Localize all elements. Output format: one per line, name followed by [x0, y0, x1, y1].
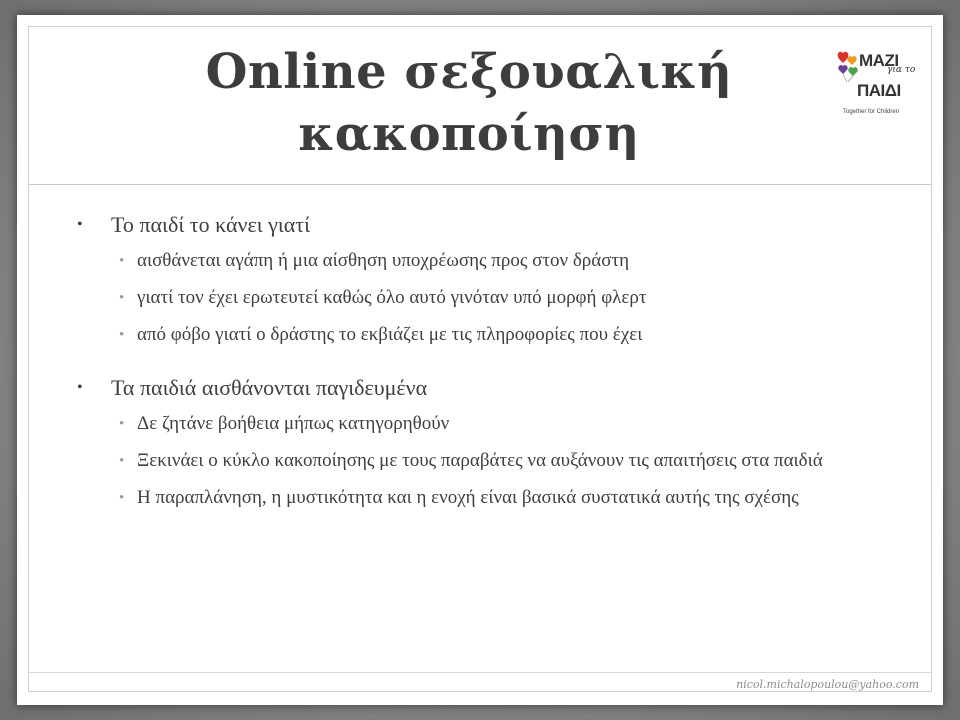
bullet-dot-icon: • — [77, 379, 83, 396]
bullet-dot-icon: • — [119, 290, 125, 306]
bullet-dot-icon: • — [119, 453, 125, 469]
bullet-dot-icon: • — [77, 216, 83, 233]
slide-frame — [28, 26, 932, 692]
bullet-group-2 — [67, 373, 917, 511]
bullet-text: από φόβο γιατί ο δράστης το εκβιάζει με τις πληροφορίες που έχει — [137, 324, 643, 345]
bullet-level-1 — [67, 373, 917, 403]
mazi-gia-to-paidi-logo — [837, 49, 921, 127]
bullet-level-2 — [67, 485, 917, 511]
bullet-text: Το παιδί το κάνει γιατί — [111, 212, 311, 237]
title-band — [29, 27, 931, 185]
bullet-level-2 — [67, 248, 917, 274]
logo-word-mazi: ΜΑΖΙ — [859, 51, 899, 70]
slide-body — [67, 210, 917, 522]
bullet-text: αισθάνεται αγάπη ή μια αίσθηση υποχρέωσης προς στον δράστη — [137, 250, 630, 271]
bullet-dot-icon: • — [119, 416, 125, 432]
logo-word-gia-to: για το — [887, 65, 916, 75]
bullet-level-2 — [67, 411, 917, 437]
bullet-text: Δε ζητάνε βοήθεια μήπως κατηγορηθούν — [137, 413, 450, 434]
slide — [17, 15, 943, 705]
bullet-dot-icon: • — [119, 490, 125, 506]
slide-title — [149, 41, 789, 165]
bullet-text: Ξεκινάει ο κύκλο κακοποίησης με τους παραβάτες να αυξάνουν τις απαιτήσεις στα παιδιά — [137, 450, 823, 471]
footer-email: nicol.michalopoulou@yahoo.com — [736, 678, 919, 691]
bullet-dot-icon: • — [119, 253, 125, 269]
bullet-text: Τα παιδιά αισθάνονται παγιδευμένα — [111, 375, 428, 400]
logo-word-paidi: ΠΑΙΔΙ — [857, 81, 901, 100]
group-spacer — [67, 359, 917, 373]
bullet-level-2 — [67, 448, 917, 474]
slide-title-line-1: Online σεξουαλική — [205, 44, 733, 100]
footer-divider — [29, 672, 931, 673]
bullet-level-1 — [67, 210, 917, 240]
bullet-level-2 — [67, 285, 917, 311]
logo-tagline: Together for Children — [843, 109, 900, 115]
bullet-text: Η παραπλάνηση, η μυστικότητα και η ενοχή είναι βασικά συστατικά αυτής της σχέσης — [137, 487, 799, 508]
slide-title-line-2: κακοποίηση — [298, 106, 640, 162]
bullet-text: γιατί τον έχει ερωτευτεί καθώς όλο αυτό γινόταν υπό μορφή φλερτ — [137, 287, 647, 308]
bullet-level-2 — [67, 322, 917, 348]
bullet-dot-icon: • — [119, 327, 125, 343]
bullet-group-1 — [67, 210, 917, 348]
